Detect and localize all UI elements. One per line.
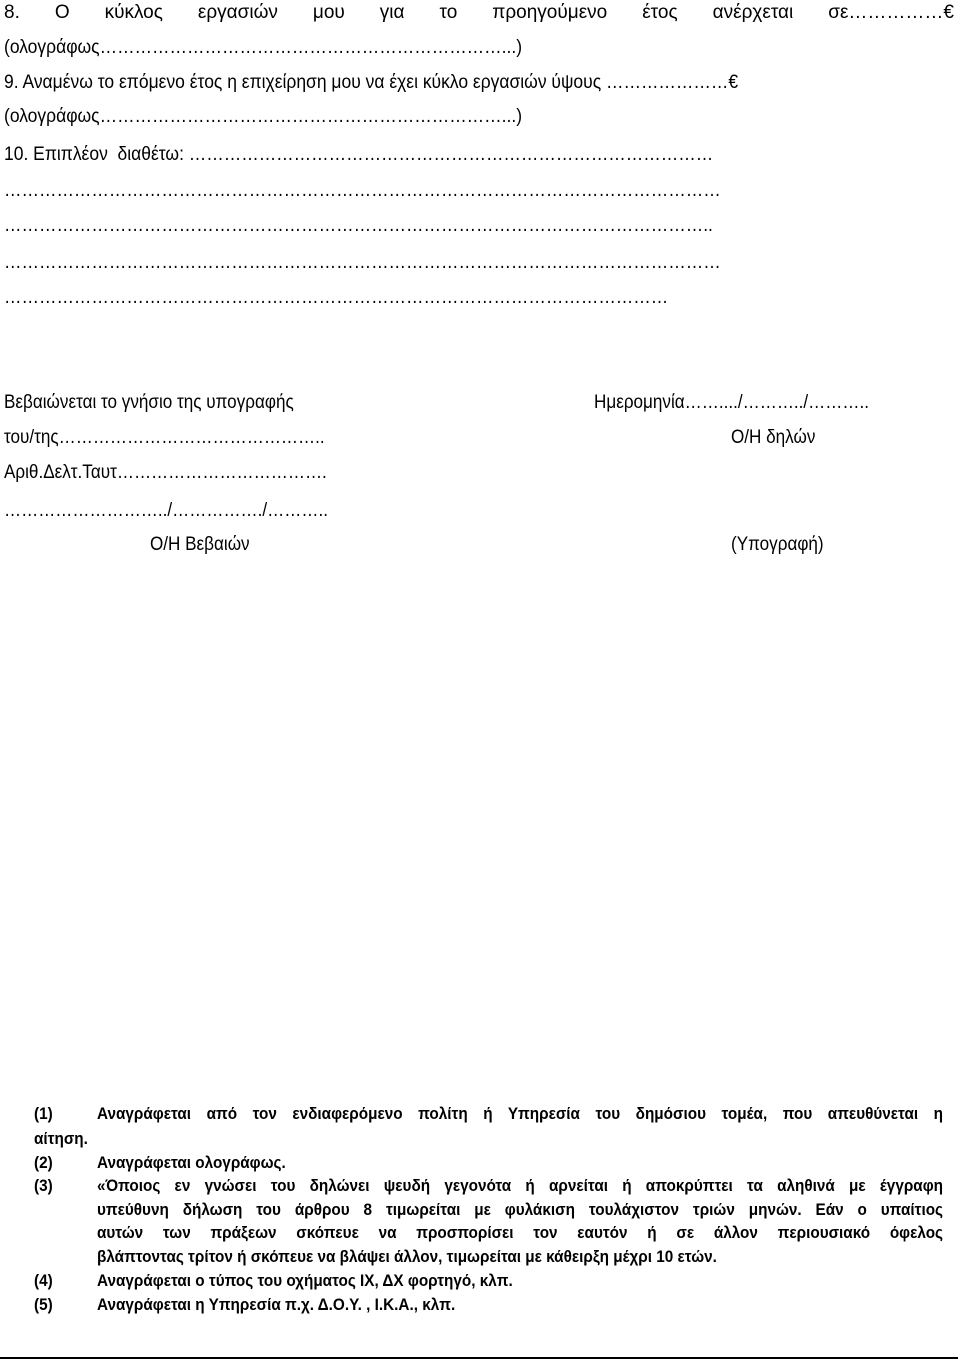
q8-line-1 <box>4 2 954 24</box>
footnote-number: (2) <box>34 1153 53 1172</box>
footnote-text: Αναγράφεται ολογράφως. <box>97 1153 286 1172</box>
date-field[interactable]: Ημερομηνία……..../………../……….. <box>594 392 869 413</box>
of-person-field[interactable]: του/της……………………………………….. <box>4 427 325 448</box>
footnote-text: Αναγράφεται ο τύπος του οχήματος ΙΧ, ΔΧ φορτηγό, κλπ. <box>97 1271 513 1290</box>
certification-date-field[interactable]: ………………………../……………./……….. <box>4 500 328 521</box>
footnote-5 <box>34 1293 943 1317</box>
q8-word: προηγούμενο <box>492 2 608 23</box>
q8-word: 8. <box>4 2 20 23</box>
q8-word: εργασιών <box>197 2 278 23</box>
footnote-text: «Όποιος εν γνώσει του δηλώνει ψευδή γεγονότα ή αρνείται ή αποκρύπτει τα αληθινά με έγγραφη <box>97 1176 943 1195</box>
q10-dotted-line[interactable]: ………………………………………………………………………………………………………….. <box>4 215 713 236</box>
certify-signature-label: Βεβαιώνεται το γνήσιο της υπογραφής <box>4 392 294 413</box>
footnote-number: (5) <box>34 1295 53 1314</box>
q9-words-in-full[interactable]: (ολογράφως……………………………………………………………...) <box>4 106 523 127</box>
q10-dotted-line[interactable]: …………………………………………………………………………………………………………… <box>4 180 721 201</box>
footnote-text: αίτηση. <box>34 1129 88 1148</box>
footnote-text: Αναγράφεται η Υπηρεσία π.χ. Δ.Ο.Υ. , Ι.Κ.Α., κλπ. <box>97 1295 456 1314</box>
footnote-text: αυτών των πράξεων σκόπευε να προσπορίσει τον εαυτόν ή σε άλλον περιουσιακό όφελος <box>97 1223 943 1242</box>
id-number-field[interactable]: Αριθ.Δελτ.Ταυτ………………………………. <box>4 462 327 483</box>
footnote-text: υπεύθυνη δήλωση του άρθρου 8 τιμωρείται με φυλάκιση τουλάχιστον τριών μηνών. Εάν ο υπαίτιος <box>97 1199 943 1219</box>
q10-dotted-line[interactable]: …………………………………………………………………………………………………… <box>4 287 669 308</box>
q8-word: μου <box>312 2 345 23</box>
q8-word: έτος <box>642 2 678 23</box>
q8-word: Ο <box>54 2 70 23</box>
q8-word: για <box>379 2 405 23</box>
footnote-text: βλάπτοντας τρίτον ή σκόπευε να βλάψει άλλον, τιμωρείται με κάθειρξη μέχρι 10 ετών. <box>97 1246 717 1266</box>
declarant-label: Ο/Η δηλών <box>731 427 816 448</box>
q10-additional-assets[interactable]: 10. Επιπλέον διαθέτω: ……………………………………………………………………………… <box>4 144 714 165</box>
footnote-number: (4) <box>34 1271 53 1290</box>
footnote-2 <box>34 1151 943 1175</box>
bottom-rule <box>0 1357 958 1359</box>
q8-word: ανέρχεται <box>712 2 794 23</box>
footnote-4 <box>34 1269 943 1293</box>
q9-expected-turnover[interactable]: 9. Αναμένω το επόμενο έτος η επιχείρηση μου να έχει κύκλο εργασιών ύψους …………………€ <box>4 72 739 93</box>
q10-dotted-line[interactable]: …………………………………………………………………………………………………………… <box>4 252 721 273</box>
footnote-1 <box>34 1102 943 1126</box>
q8-word: σε……………€ <box>828 2 954 23</box>
footnote-text: Αναγράφεται από τον ενδιαφερόμενο πολίτη ή Υπηρεσία του δημόσιου τομέα, που απευθύνεται η <box>97 1104 943 1123</box>
footnote-number: (3) <box>34 1176 53 1195</box>
signature-label: (Υπογραφή) <box>731 534 824 555</box>
certifier-label: Ο/Η Βεβαιών <box>150 534 250 555</box>
q8-word: κύκλος <box>104 2 163 23</box>
q8-word: το <box>439 2 458 23</box>
footnote-number: (1) <box>34 1104 53 1123</box>
footnote-1-continuation <box>34 1127 88 1151</box>
footnote-3 <box>34 1174 943 1274</box>
q8-words-in-full[interactable]: (ολογράφως……………………………………………………………...) <box>4 37 523 58</box>
